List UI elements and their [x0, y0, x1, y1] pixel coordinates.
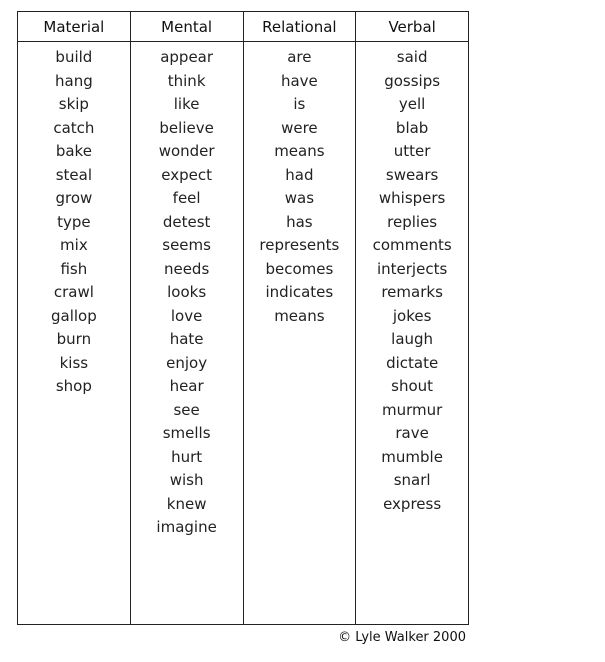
word-item: dictate: [386, 353, 439, 372]
word-item: catch: [53, 118, 95, 137]
word-item: were: [281, 118, 318, 137]
word-item: like: [173, 95, 200, 113]
word-item: are: [287, 48, 312, 66]
word-item: knew: [166, 494, 207, 513]
column-relational: [244, 12, 357, 624]
word-item: mumble: [381, 447, 443, 466]
word-item: becomes: [265, 259, 334, 278]
word-item: expect: [161, 165, 212, 184]
word-item: had: [285, 165, 314, 184]
word-item: mix: [60, 236, 88, 254]
column-header: Verbal: [356, 12, 468, 42]
word-item: replies: [387, 212, 438, 231]
word-item: is: [293, 95, 306, 113]
word-item: believe: [159, 118, 214, 137]
word-list: [18, 42, 130, 399]
column-material: [18, 12, 131, 624]
word-item: means: [274, 306, 325, 325]
word-item: gallop: [51, 306, 97, 325]
word-item: bake: [55, 142, 92, 160]
copyright-notice: © Lyle Walker 2000: [338, 630, 466, 645]
word-item: grow: [55, 189, 93, 207]
word-item: have: [280, 71, 318, 90]
word-item: was: [284, 189, 315, 207]
word-item: smells: [162, 424, 211, 442]
word-item: burn: [56, 330, 92, 348]
word-item: represents: [259, 236, 340, 254]
word-item: type: [57, 212, 91, 231]
word-item: wonder: [158, 142, 215, 160]
word-item: steal: [55, 165, 93, 184]
word-item: murmur: [381, 400, 443, 419]
word-item: remarks: [381, 283, 443, 301]
word-item: fish: [60, 259, 88, 278]
word-item: indicates: [265, 283, 334, 301]
word-item: utter: [393, 142, 431, 160]
column-header: Relational: [244, 12, 356, 42]
word-item: swears: [385, 165, 439, 184]
word-item: snarl: [393, 471, 431, 489]
word-list: [356, 42, 468, 516]
word-item: rave: [395, 424, 429, 442]
word-item: said: [396, 48, 428, 66]
word-item: appear: [160, 48, 214, 66]
word-item: comments: [372, 236, 452, 254]
word-item: skip: [58, 95, 89, 113]
word-item: shop: [55, 377, 92, 395]
word-item: shout: [391, 377, 434, 395]
word-item: has: [286, 212, 313, 231]
word-item: build: [55, 48, 93, 66]
word-item: jokes: [392, 306, 432, 325]
word-item: hang: [55, 71, 93, 90]
word-item: see: [173, 400, 200, 419]
word-item: hear: [169, 377, 204, 395]
word-item: wish: [169, 471, 204, 489]
word-item: detest: [162, 212, 211, 231]
word-list: [131, 42, 243, 540]
word-item: feel: [172, 189, 201, 207]
word-item: yell: [398, 95, 426, 113]
process-verb-table: [17, 11, 469, 625]
word-item: gossips: [384, 71, 441, 90]
word-item: whispers: [378, 189, 446, 207]
word-item: looks: [167, 283, 207, 301]
word-item: hate: [169, 330, 204, 348]
word-item: kiss: [59, 353, 89, 372]
column-verbal: [356, 12, 468, 624]
word-item: hurt: [171, 447, 203, 466]
word-item: needs: [163, 259, 210, 278]
word-item: express: [383, 494, 442, 513]
word-item: enjoy: [166, 353, 208, 372]
word-list: [244, 42, 356, 328]
word-item: laugh: [391, 330, 434, 348]
word-item: love: [170, 306, 203, 325]
word-item: crawl: [53, 283, 94, 301]
column-mental: [131, 12, 244, 624]
column-header: Mental: [131, 12, 243, 42]
column-header: Material: [18, 12, 130, 42]
word-item: interjects: [376, 259, 448, 278]
word-item: imagine: [156, 518, 217, 536]
word-item: means: [274, 142, 325, 160]
word-item: blab: [395, 118, 429, 137]
word-item: think: [167, 71, 206, 90]
word-item: seems: [162, 236, 211, 254]
